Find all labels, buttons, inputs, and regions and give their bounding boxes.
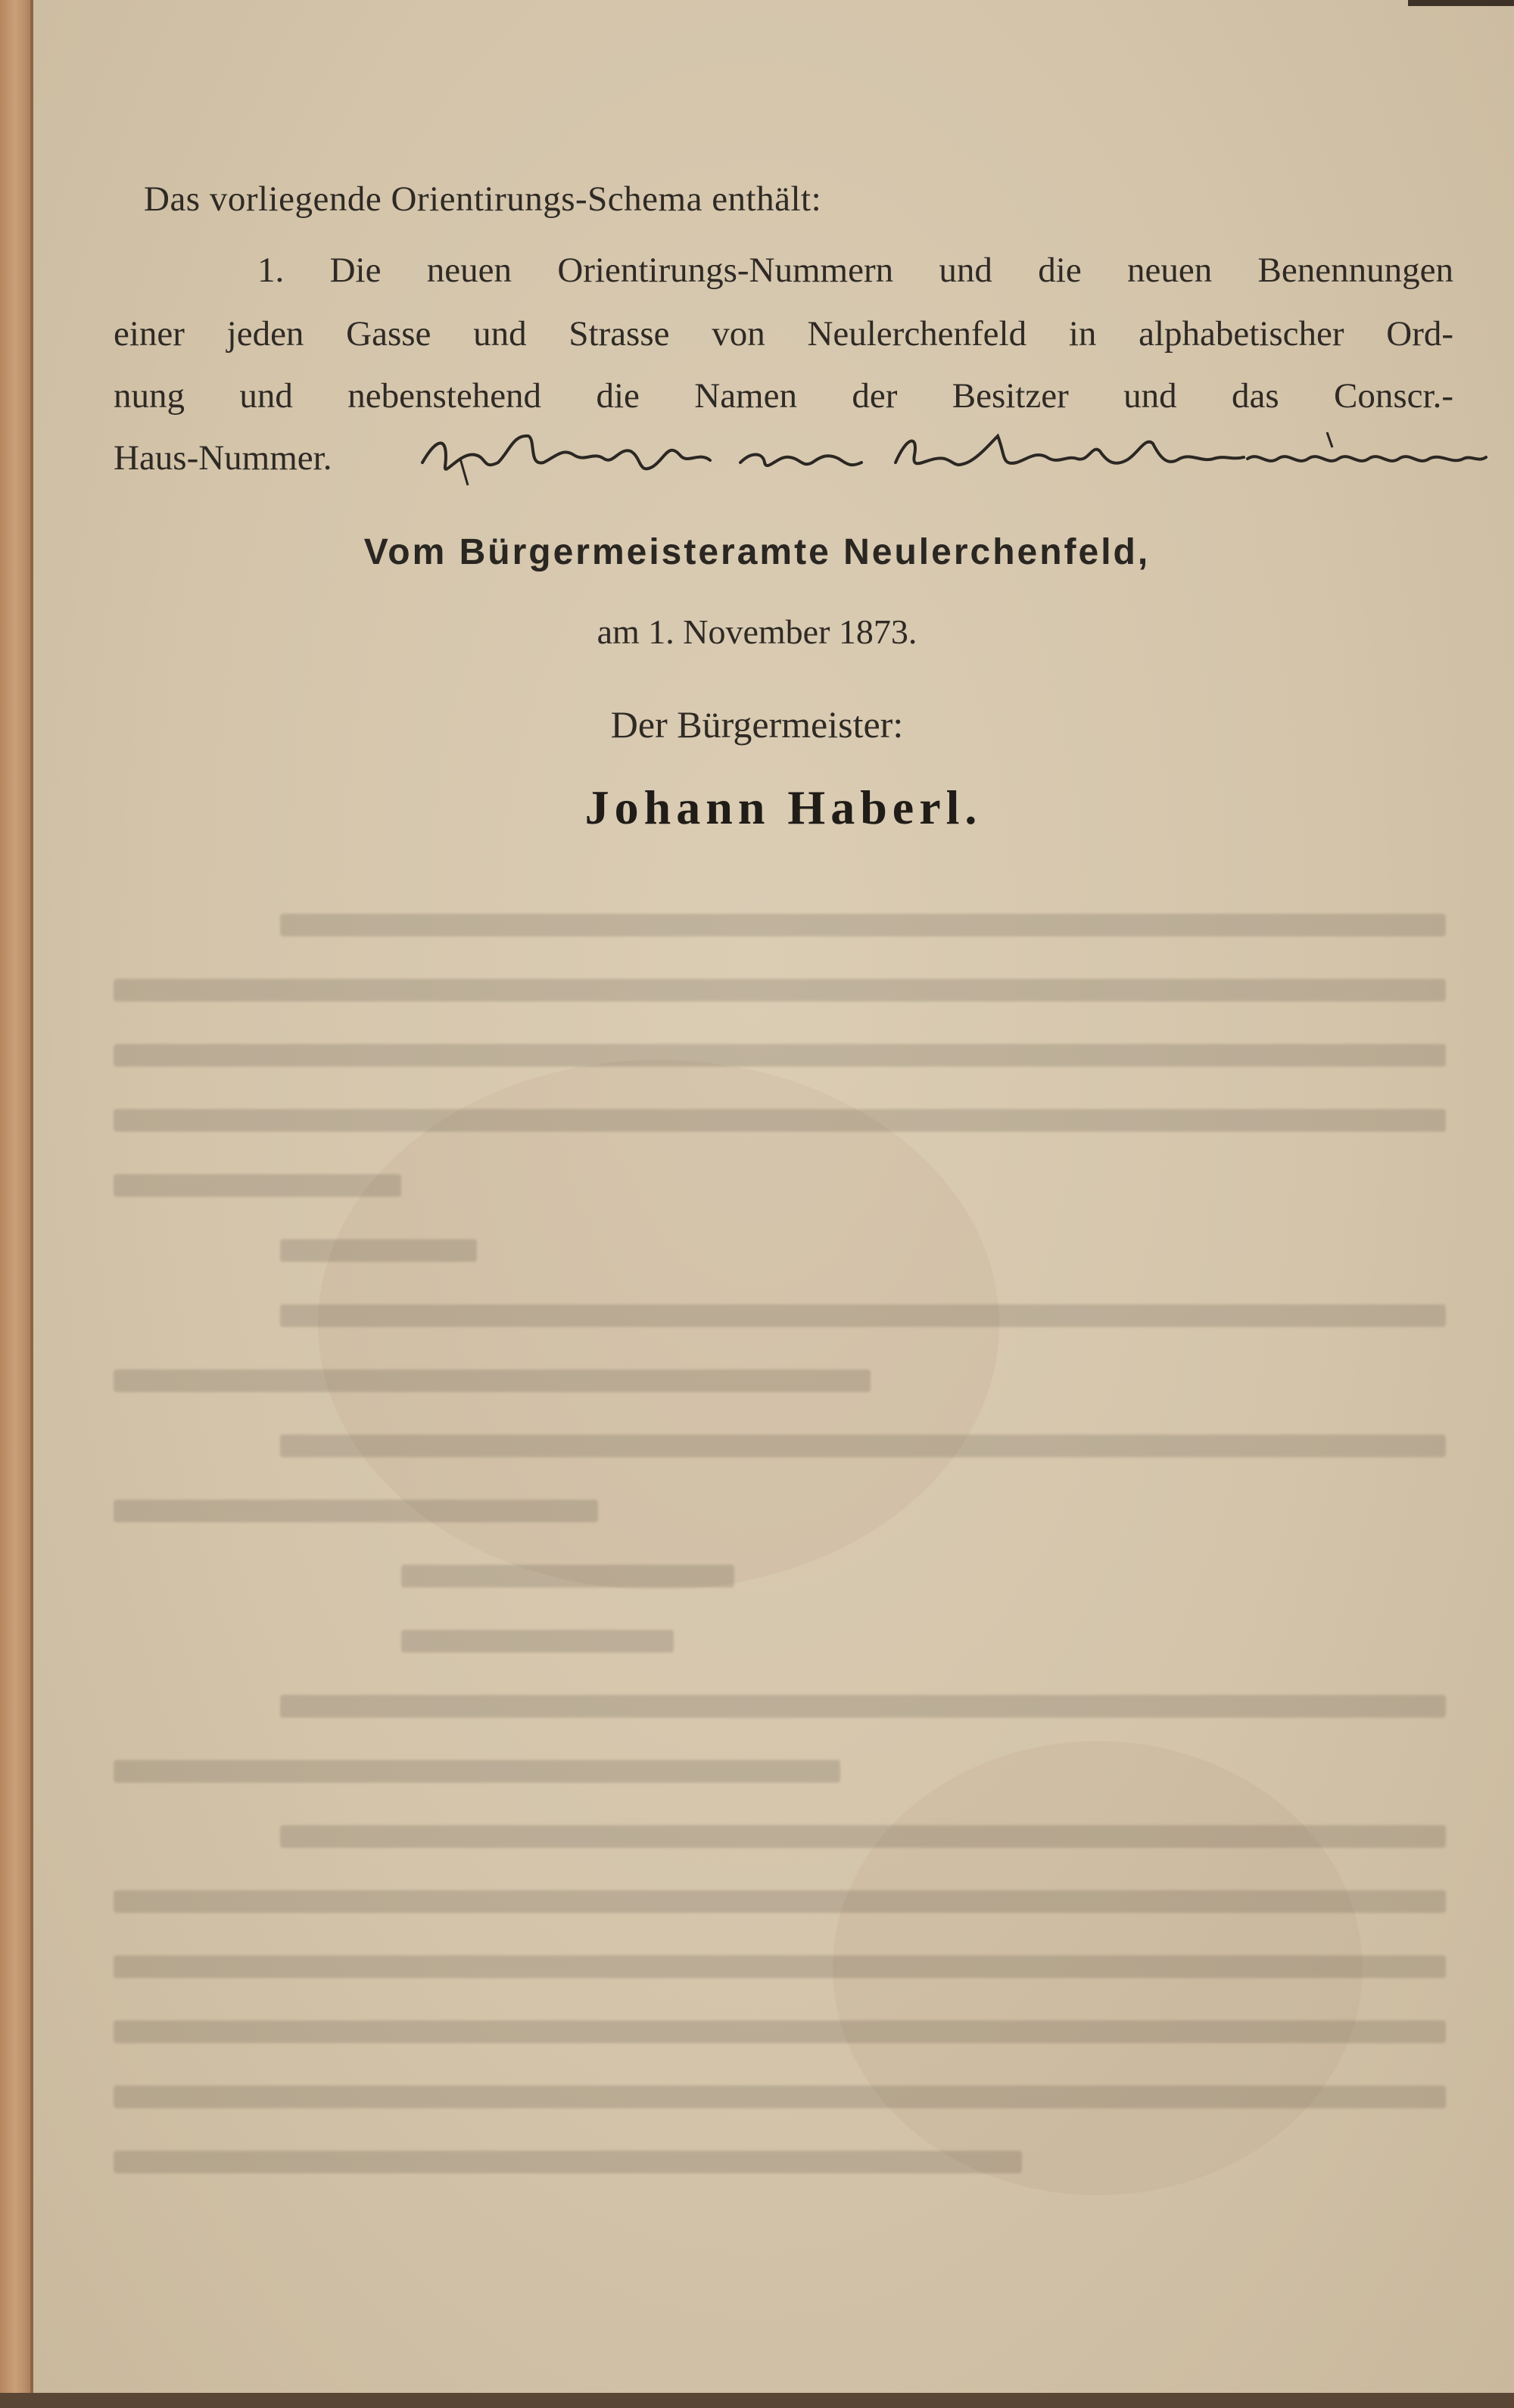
issuing-office: Vom Bürgermeisteramte Neulerchenfeld,: [363, 532, 1151, 572]
item-line: einer jeden Gasse und Strasse von Neulerchenfeld in alphabetischer Ord-: [114, 314, 1453, 354]
issue-date: am 1. November 1873.: [597, 612, 917, 651]
page-top-edge: [1408, 0, 1514, 6]
intro-line: Das vorliegende Orientirungs-Schema enthält:: [144, 179, 822, 219]
page-bottom-edge: [0, 2393, 1514, 2408]
handwritten-note: [415, 421, 1490, 489]
item-line: 1. Die neuen Orientirungs-Nummern und die neuen Benennungen: [257, 251, 1453, 290]
item-last-line: Haus-Nummer.: [114, 438, 332, 478]
signatory-name: Johann Haberl.: [584, 780, 983, 834]
signatory-role: Der Bürgermeister:: [610, 703, 904, 746]
book-binding-edge: [0, 0, 33, 2408]
item-line: nung und nebenstehend die Namen der Besitzer und das Conscr.-: [114, 376, 1453, 416]
reverse-side-show-through: [114, 905, 1476, 2290]
